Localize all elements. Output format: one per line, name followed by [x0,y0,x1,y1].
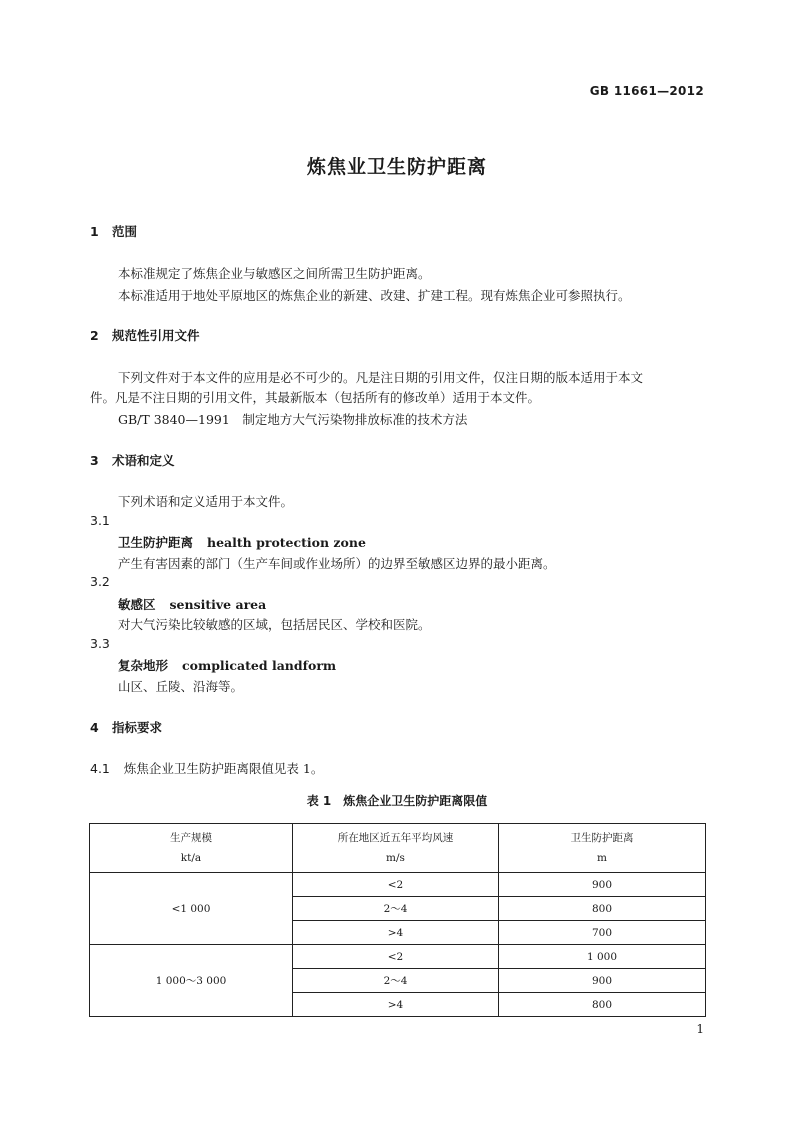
wind-cell: <2 [293,873,499,897]
section-2-paragraph-line-2: 件。凡是不注日期的引用文件，其最新版本（包括所有的修改单）适用于本文件。 [90,390,541,405]
term-2-en: sensitive area [169,597,267,612]
section-2-title: 规范性引用文件 [112,328,200,343]
wind-cell: >4 [293,993,499,1017]
scale-cell: 1 000～3 000 [90,945,293,1017]
section-2-number: 2 [90,328,99,343]
table-caption: 表 1 炼焦企业卫生防护距离限值 [306,794,488,808]
standard-code: GB 11661—2012 [589,84,704,98]
term-3-number: 3.3 [90,636,110,651]
section-3-number: 3 [90,453,99,468]
table-header-row [90,824,706,873]
section-4-number: 4 [90,720,99,735]
page-number: 1 [696,1022,704,1036]
header-protection-distance-unit: m [597,852,607,864]
clause-4-1-text: 炼焦企业卫生防护距离限值见表 1。 [123,761,324,776]
distance-cell: 800 [499,993,706,1017]
distance-cell: 1 000 [499,945,706,969]
distance-cell: 900 [499,969,706,993]
section-4-title: 指标要求 [112,720,163,735]
distance-cell: 700 [499,921,706,945]
document-title: 炼焦业卫生防护距离 [306,156,487,178]
clause-4-1-number: 4.1 [90,761,110,776]
term-3-en: complicated landform [182,658,337,673]
scale-cell: <1 000 [90,873,293,945]
term-3-title [118,656,336,674]
table-row [90,945,706,969]
header-production-scale [90,824,293,873]
section-4-heading [90,718,162,736]
term-2-definition: 对大气污染比较敏感的区域，包括居民区、学校和医院。 [118,617,431,632]
section-3-heading [90,451,175,469]
term-2-number: 3.2 [90,574,110,589]
wind-cell: 2～4 [293,969,499,993]
header-production-scale-label: 生产规模 [170,832,212,844]
section-1-paragraph-1: 本标准规定了炼焦企业与敏感区之间所需卫生防护距离。 [118,266,431,281]
term-1-cn: 卫生防护距离 [118,535,194,550]
term-3-cn: 复杂地形 [118,658,169,673]
section-2-paragraph-line-1: 下列文件对于本文件的应用是必不可少的。凡是注日期的引用文件，仅注日期的版本适用于本文 [118,370,644,385]
distance-cell: 900 [499,873,706,897]
header-protection-distance [499,824,706,873]
term-2-cn: 敏感区 [118,597,156,612]
header-wind-speed-unit: m/s [386,852,405,864]
clause-4-1 [90,759,323,777]
header-wind-speed [293,824,499,873]
wind-cell: >4 [293,921,499,945]
distance-cell: 800 [499,897,706,921]
section-2-heading [90,326,200,344]
term-1-en: health protection zone [207,535,366,550]
wind-cell: 2～4 [293,897,499,921]
term-3-definition: 山区、丘陵、沿海等。 [118,679,244,694]
section-1-heading [90,222,137,240]
section-3-intro: 下列术语和定义适用于本文件。 [118,494,294,509]
term-1-title [118,533,366,551]
header-production-scale-unit: kt/a [180,852,202,864]
header-wind-speed-label: 所在地区近五年平均风速 [337,832,454,844]
section-1-title: 范围 [112,224,138,239]
section-1-number: 1 [90,224,99,239]
term-1-number: 3.1 [90,513,110,528]
wind-cell: <2 [293,945,499,969]
table-row [90,873,706,897]
header-protection-distance-label: 卫生防护距离 [570,832,634,844]
term-1-definition: 产生有害因素的部门（生产车间或作业场所）的边界至敏感区边界的最小距离。 [118,556,556,571]
term-2-title [118,595,266,613]
section-1-paragraph-2: 本标准适用于地处平原地区的炼焦企业的新建、改建、扩建工程。现有炼焦企业可参照执行。 [118,288,631,303]
section-3-title: 术语和定义 [112,453,175,468]
normative-reference: GB/T 3840—1991 制定地方大气污染物排放标准的技术方法 [118,412,468,427]
limits-table [89,823,706,1017]
